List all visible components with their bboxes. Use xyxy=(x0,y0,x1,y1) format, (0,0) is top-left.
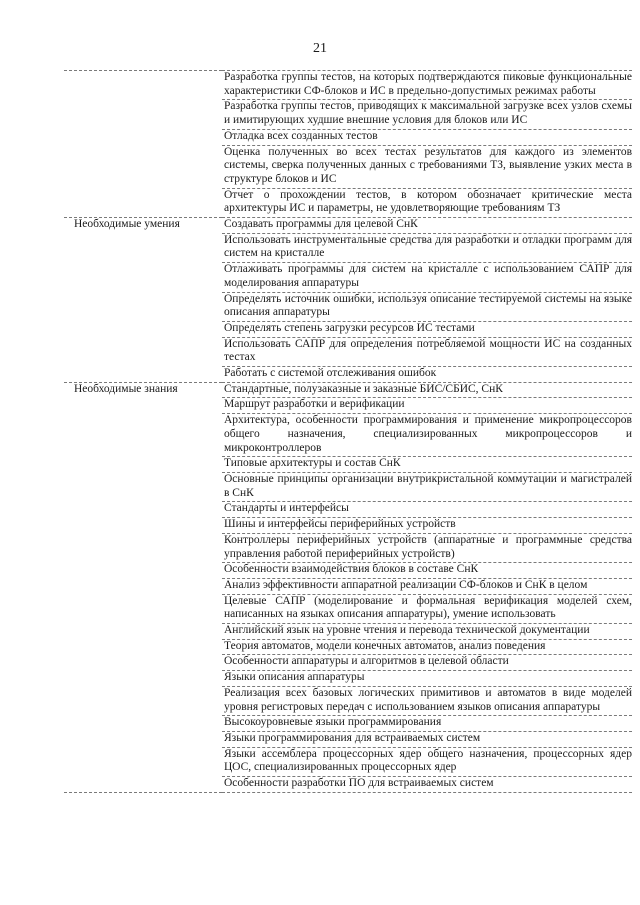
requirement-text: Работать с системой отслеживания ошибок xyxy=(222,367,632,383)
requirement-text: Отлаживать программы для систем на кристалле с использованием САПР для моделирования аппаратуры xyxy=(222,263,632,292)
requirement-text: Маршрут разработки и верификации xyxy=(222,398,632,414)
empty-label-cell xyxy=(64,414,222,457)
table-row xyxy=(64,671,632,687)
empty-label-cell xyxy=(64,578,222,594)
empty-label-cell xyxy=(64,233,222,262)
table-row xyxy=(64,457,632,473)
empty-label-cell xyxy=(64,145,222,188)
empty-label-cell xyxy=(64,624,222,640)
empty-label-cell xyxy=(64,639,222,655)
table-row xyxy=(64,233,632,262)
empty-label-cell xyxy=(64,533,222,562)
empty-label-cell xyxy=(64,686,222,715)
requirement-text: Основные принципы организации внутрикристальной коммутации и магистралей в СнК xyxy=(222,472,632,501)
requirement-text: Языки программирования для встраиваемых систем xyxy=(222,731,632,747)
table-row xyxy=(64,639,632,655)
requirement-text: Стандарты и интерфейсы xyxy=(222,502,632,518)
empty-label-cell xyxy=(64,100,222,129)
requirement-text: Особенности разработки ПО для встраиваемых систем xyxy=(222,777,632,793)
requirement-text: Оценка полученных во всех тестах результатов для каждого из элементов системы, сверка полученных данных с требованиями ТЗ, выявление узких места в структуре блоков и ИС xyxy=(222,145,632,188)
table-row xyxy=(64,686,632,715)
requirement-text: Анализ эффективности аппаратной реализации СФ-блоков и СнК в целом xyxy=(222,578,632,594)
empty-label-cell xyxy=(64,747,222,776)
table-row xyxy=(64,321,632,337)
empty-label-cell xyxy=(64,457,222,473)
requirement-text: Особенности взаимодействия блоков в составе СнК xyxy=(222,563,632,579)
empty-label-cell xyxy=(64,671,222,687)
requirement-text: Английский язык на уровне чтения и перевода технической документации xyxy=(222,624,632,640)
requirement-text: Разработка группы тестов, приводящих к максимальной загрузке всех узлов схемы и имитирующих худшие внешние условия для блоков или ИС xyxy=(222,100,632,129)
empty-label-cell xyxy=(64,71,222,100)
table-row xyxy=(64,292,632,321)
requirement-text: Отчет о прохождении тестов, в котором обозначает критические места архитектуры ИС и параметры, не удовлетворяющие требованиям ТЗ xyxy=(222,188,632,217)
requirement-text: Теория автоматов, модели конечных автоматов, анализ поведения xyxy=(222,639,632,655)
table-row xyxy=(64,337,632,366)
table-row xyxy=(64,533,632,562)
table-row xyxy=(64,263,632,292)
requirement-text: Шины и интерфейсы периферийных устройств xyxy=(222,518,632,534)
empty-label-cell xyxy=(64,594,222,623)
requirement-text: Целевые САПР (моделирование и формальная верификация моделей схем, написанных на языках описания аппаратуры), умение использовать xyxy=(222,594,632,623)
empty-label-cell xyxy=(64,502,222,518)
table-row xyxy=(64,594,632,623)
table-row xyxy=(64,655,632,671)
table-row xyxy=(64,188,632,217)
empty-label-cell xyxy=(64,563,222,579)
requirement-text: Контроллеры периферийных устройств (аппаратные и программные средства управления работой периферийных устройств) xyxy=(222,533,632,562)
empty-label-cell xyxy=(64,731,222,747)
requirement-text: Языки описания аппаратуры xyxy=(222,671,632,687)
table-row xyxy=(64,716,632,732)
table-row xyxy=(64,100,632,129)
page-number: 21 xyxy=(313,41,327,56)
table-row xyxy=(64,731,632,747)
table-row xyxy=(64,502,632,518)
table-row xyxy=(64,578,632,594)
table-row xyxy=(64,747,632,776)
empty-label-cell xyxy=(64,292,222,321)
table-row xyxy=(64,218,632,234)
table-row xyxy=(64,563,632,579)
section-label: Необходимые знания xyxy=(74,382,178,395)
requirement-text: Определять источник ошибки, используя описание тестируемой системы на языке описания аппаратуры xyxy=(222,292,632,321)
section-label: Необходимые умения xyxy=(74,218,180,231)
empty-label-cell xyxy=(64,188,222,217)
requirement-text: Типовые архитектуры и состав СнК xyxy=(222,457,632,473)
table-row xyxy=(64,414,632,457)
table-row xyxy=(64,145,632,188)
empty-label-cell xyxy=(64,263,222,292)
empty-label-cell xyxy=(64,655,222,671)
empty-label-cell xyxy=(64,472,222,501)
requirement-text: Определять степень загрузки ресурсов ИС тестами xyxy=(222,321,632,337)
requirement-text: Использовать инструментальные средства для разработки и отладки программ для систем на кристалле xyxy=(222,233,632,262)
requirement-text: Высокоуровневые языки программирования xyxy=(222,716,632,732)
requirement-text: Архитектура, особенности программирования и применение микропроцессоров общего назначения, специализированных микропроцессоров и микроконтроллеров xyxy=(222,414,632,457)
empty-label-cell xyxy=(64,337,222,366)
requirement-text: Использовать САПР для определения потребляемой мощности ИС на созданных тестах xyxy=(222,337,632,366)
table-row xyxy=(64,518,632,534)
table-row xyxy=(64,71,632,100)
empty-label-cell xyxy=(64,777,222,793)
empty-label-cell xyxy=(64,398,222,414)
requirement-text: Стандартные, полузаказные и заказные БИС/СБИС, СнК xyxy=(222,382,632,398)
requirement-text: Языки ассемблера процессорных ядер общего назначения, процессорных ядер ЦОС, специализированных процессорных ядер xyxy=(222,747,632,776)
table-row xyxy=(64,624,632,640)
table-row xyxy=(64,382,632,398)
empty-label-cell xyxy=(64,321,222,337)
table-row xyxy=(64,472,632,501)
requirement-text: Реализация всех базовых логических примитивов и автоматов в виде моделей уровня регистровых передач с использованием языков описания аппаратуры xyxy=(222,686,632,715)
requirement-text: Отладка всех созданных тестов xyxy=(222,129,632,145)
table-row xyxy=(64,398,632,414)
requirements-table xyxy=(64,70,632,793)
empty-label-cell xyxy=(64,129,222,145)
table-row xyxy=(64,777,632,793)
empty-label-cell xyxy=(64,367,222,383)
requirement-text: Разработка группы тестов, на которых подтверждаются пиковые функциональные характеристики СФ-блоков и ИС в предельно-допустимых режимах работы xyxy=(222,71,632,100)
empty-label-cell xyxy=(64,716,222,732)
empty-label-cell xyxy=(64,518,222,534)
requirement-text: Особенности аппаратуры и алгоритмов в целевой области xyxy=(222,655,632,671)
table-row xyxy=(64,367,632,383)
requirement-text: Создавать программы для целевой СнК xyxy=(222,218,632,234)
table-row xyxy=(64,129,632,145)
